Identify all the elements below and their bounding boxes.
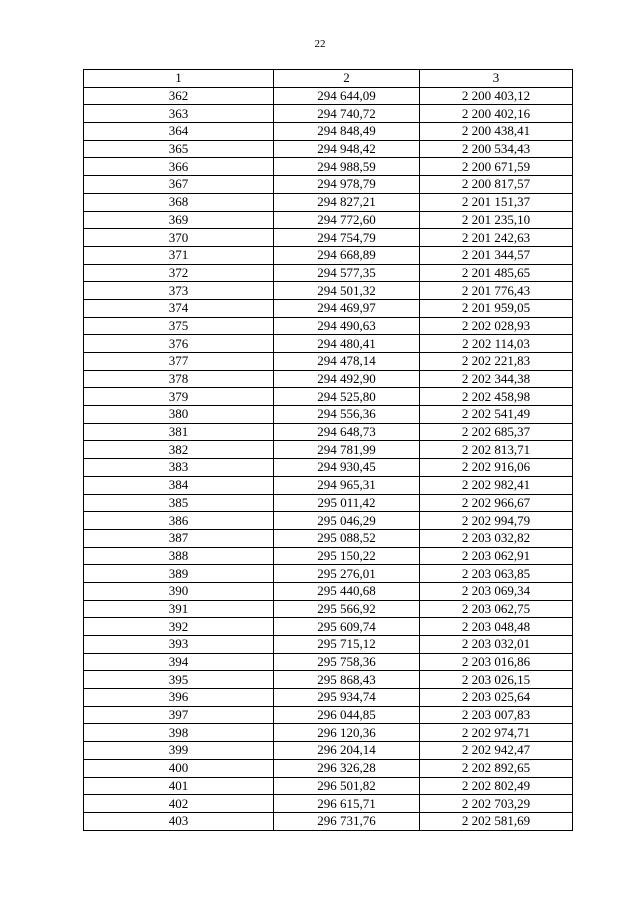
x-coordinate-cell: 294 469,97	[274, 299, 420, 317]
y-coordinate-cell: 2 202 892,65	[420, 759, 573, 777]
x-coordinate-cell: 294 490,63	[274, 317, 420, 335]
point-number-cell: 383	[84, 459, 274, 477]
x-coordinate-cell: 296 326,28	[274, 759, 420, 777]
point-number-cell: 370	[84, 229, 274, 247]
x-coordinate-cell: 294 781,99	[274, 441, 420, 459]
point-number-cell: 366	[84, 158, 274, 176]
x-coordinate-cell: 295 440,68	[274, 582, 420, 600]
x-coordinate-cell: 296 731,76	[274, 812, 420, 830]
x-coordinate-cell: 294 930,45	[274, 459, 420, 477]
y-coordinate-cell: 2 203 069,34	[420, 582, 573, 600]
x-coordinate-cell: 294 965,31	[274, 476, 420, 494]
point-number-cell: 367	[84, 176, 274, 194]
x-coordinate-cell: 295 715,12	[274, 636, 420, 654]
table-row	[84, 87, 573, 105]
table-row	[84, 140, 573, 158]
table-row	[84, 742, 573, 760]
y-coordinate-cell: 2 202 813,71	[420, 441, 573, 459]
coordinates-table	[83, 69, 573, 831]
table-row	[84, 529, 573, 547]
table-row	[84, 653, 573, 671]
table-row	[84, 600, 573, 618]
point-number-cell: 400	[84, 759, 274, 777]
table-row	[84, 547, 573, 565]
y-coordinate-cell: 2 202 802,49	[420, 777, 573, 795]
x-coordinate-cell: 294 740,72	[274, 105, 420, 123]
point-number-cell: 394	[84, 653, 274, 671]
point-number-cell: 399	[84, 742, 274, 760]
x-coordinate-cell: 295 934,74	[274, 689, 420, 707]
y-coordinate-cell: 2 201 344,57	[420, 246, 573, 264]
table-row	[84, 812, 573, 830]
y-coordinate-cell: 2 201 151,37	[420, 193, 573, 211]
table-row	[84, 105, 573, 123]
y-coordinate-cell: 2 203 048,48	[420, 618, 573, 636]
y-coordinate-cell: 2 203 016,86	[420, 653, 573, 671]
point-number-cell: 395	[84, 671, 274, 689]
y-coordinate-cell: 2 202 703,29	[420, 795, 573, 813]
table-row	[84, 264, 573, 282]
y-coordinate-cell: 2 202 685,37	[420, 423, 573, 441]
table-row	[84, 193, 573, 211]
table-row	[84, 512, 573, 530]
column-header: 3	[420, 70, 573, 88]
x-coordinate-cell: 296 615,71	[274, 795, 420, 813]
point-number-cell: 392	[84, 618, 274, 636]
point-number-cell: 384	[84, 476, 274, 494]
point-number-cell: 371	[84, 246, 274, 264]
y-coordinate-cell: 2 202 916,06	[420, 459, 573, 477]
x-coordinate-cell: 294 848,49	[274, 123, 420, 141]
point-number-cell: 389	[84, 565, 274, 583]
table-row	[84, 158, 573, 176]
point-number-cell: 372	[84, 264, 274, 282]
point-number-cell: 381	[84, 423, 274, 441]
table-row	[84, 777, 573, 795]
point-number-cell: 374	[84, 299, 274, 317]
x-coordinate-cell: 294 478,14	[274, 353, 420, 371]
table-row	[84, 299, 573, 317]
y-coordinate-cell: 2 202 581,69	[420, 812, 573, 830]
x-coordinate-cell: 294 827,21	[274, 193, 420, 211]
x-coordinate-cell: 295 758,36	[274, 653, 420, 671]
x-coordinate-cell: 295 088,52	[274, 529, 420, 547]
y-coordinate-cell: 2 201 242,63	[420, 229, 573, 247]
point-number-cell: 391	[84, 600, 274, 618]
y-coordinate-cell: 2 203 062,75	[420, 600, 573, 618]
point-number-cell: 387	[84, 529, 274, 547]
y-coordinate-cell: 2 202 458,98	[420, 388, 573, 406]
x-coordinate-cell: 296 204,14	[274, 742, 420, 760]
x-coordinate-cell: 294 501,32	[274, 282, 420, 300]
point-number-cell: 376	[84, 335, 274, 353]
x-coordinate-cell: 295 046,29	[274, 512, 420, 530]
table-row	[84, 441, 573, 459]
x-coordinate-cell: 294 978,79	[274, 176, 420, 194]
column-header: 1	[84, 70, 274, 88]
y-coordinate-cell: 2 201 235,10	[420, 211, 573, 229]
x-coordinate-cell: 296 501,82	[274, 777, 420, 795]
table-row	[84, 317, 573, 335]
table-row	[84, 795, 573, 813]
table-row	[84, 636, 573, 654]
x-coordinate-cell: 295 868,43	[274, 671, 420, 689]
y-coordinate-cell: 2 200 817,57	[420, 176, 573, 194]
table-row	[84, 476, 573, 494]
point-number-cell: 388	[84, 547, 274, 565]
point-number-cell: 364	[84, 123, 274, 141]
y-coordinate-cell: 2 202 221,83	[420, 353, 573, 371]
table-header-row	[84, 70, 573, 88]
table-row	[84, 406, 573, 424]
x-coordinate-cell: 294 556,36	[274, 406, 420, 424]
table-row	[84, 211, 573, 229]
point-number-cell: 403	[84, 812, 274, 830]
y-coordinate-cell: 2 203 007,83	[420, 706, 573, 724]
x-coordinate-cell: 295 609,74	[274, 618, 420, 636]
table-row	[84, 618, 573, 636]
y-coordinate-cell: 2 202 541,49	[420, 406, 573, 424]
x-coordinate-cell: 295 566,92	[274, 600, 420, 618]
table-row	[84, 423, 573, 441]
point-number-cell: 378	[84, 370, 274, 388]
y-coordinate-cell: 2 203 062,91	[420, 547, 573, 565]
column-header: 2	[274, 70, 420, 88]
x-coordinate-cell: 295 011,42	[274, 494, 420, 512]
point-number-cell: 375	[84, 317, 274, 335]
y-coordinate-cell: 2 202 344,38	[420, 370, 573, 388]
point-number-cell: 380	[84, 406, 274, 424]
table-row	[84, 335, 573, 353]
table-row	[84, 246, 573, 264]
table-row	[84, 689, 573, 707]
point-number-cell: 398	[84, 724, 274, 742]
y-coordinate-cell: 2 200 671,59	[420, 158, 573, 176]
x-coordinate-cell: 296 120,36	[274, 724, 420, 742]
y-coordinate-cell: 2 202 982,41	[420, 476, 573, 494]
x-coordinate-cell: 294 577,35	[274, 264, 420, 282]
table-row	[84, 759, 573, 777]
table-row	[84, 671, 573, 689]
x-coordinate-cell: 295 150,22	[274, 547, 420, 565]
y-coordinate-cell: 2 200 402,16	[420, 105, 573, 123]
y-coordinate-cell: 2 203 026,15	[420, 671, 573, 689]
y-coordinate-cell: 2 201 485,65	[420, 264, 573, 282]
x-coordinate-cell: 294 772,60	[274, 211, 420, 229]
x-coordinate-cell: 296 044,85	[274, 706, 420, 724]
x-coordinate-cell: 294 754,79	[274, 229, 420, 247]
point-number-cell: 369	[84, 211, 274, 229]
y-coordinate-cell: 2 202 028,93	[420, 317, 573, 335]
table-row	[84, 176, 573, 194]
table-row	[84, 706, 573, 724]
point-number-cell: 393	[84, 636, 274, 654]
x-coordinate-cell: 294 948,42	[274, 140, 420, 158]
point-number-cell: 390	[84, 582, 274, 600]
y-coordinate-cell: 2 200 403,12	[420, 87, 573, 105]
table-body	[84, 87, 573, 830]
x-coordinate-cell: 294 668,89	[274, 246, 420, 264]
point-number-cell: 396	[84, 689, 274, 707]
y-coordinate-cell: 2 202 994,79	[420, 512, 573, 530]
table-row	[84, 459, 573, 477]
point-number-cell: 382	[84, 441, 274, 459]
point-number-cell: 363	[84, 105, 274, 123]
y-coordinate-cell: 2 201 776,43	[420, 282, 573, 300]
point-number-cell: 362	[84, 87, 274, 105]
point-number-cell: 397	[84, 706, 274, 724]
point-number-cell: 379	[84, 388, 274, 406]
y-coordinate-cell: 2 202 114,03	[420, 335, 573, 353]
y-coordinate-cell: 2 200 438,41	[420, 123, 573, 141]
point-number-cell: 402	[84, 795, 274, 813]
y-coordinate-cell: 2 202 974,71	[420, 724, 573, 742]
x-coordinate-cell: 294 525,80	[274, 388, 420, 406]
y-coordinate-cell: 2 202 942,47	[420, 742, 573, 760]
point-number-cell: 385	[84, 494, 274, 512]
y-coordinate-cell: 2 203 025,64	[420, 689, 573, 707]
point-number-cell: 373	[84, 282, 274, 300]
y-coordinate-cell: 2 202 966,67	[420, 494, 573, 512]
x-coordinate-cell: 294 988,59	[274, 158, 420, 176]
x-coordinate-cell: 294 644,09	[274, 87, 420, 105]
x-coordinate-cell: 295 276,01	[274, 565, 420, 583]
point-number-cell: 368	[84, 193, 274, 211]
point-number-cell: 377	[84, 353, 274, 371]
page-number: 22	[314, 38, 326, 50]
point-number-cell: 386	[84, 512, 274, 530]
point-number-cell: 401	[84, 777, 274, 795]
y-coordinate-cell: 2 203 032,82	[420, 529, 573, 547]
table-row	[84, 565, 573, 583]
table-row	[84, 370, 573, 388]
table-row	[84, 494, 573, 512]
y-coordinate-cell: 2 201 959,05	[420, 299, 573, 317]
table-row	[84, 282, 573, 300]
y-coordinate-cell: 2 200 534,43	[420, 140, 573, 158]
x-coordinate-cell: 294 492,90	[274, 370, 420, 388]
y-coordinate-cell: 2 203 032,01	[420, 636, 573, 654]
y-coordinate-cell: 2 203 063,85	[420, 565, 573, 583]
table-row	[84, 123, 573, 141]
point-number-cell: 365	[84, 140, 274, 158]
table-row	[84, 724, 573, 742]
x-coordinate-cell: 294 480,41	[274, 335, 420, 353]
table-row	[84, 353, 573, 371]
x-coordinate-cell: 294 648,73	[274, 423, 420, 441]
table-row	[84, 388, 573, 406]
table-row	[84, 582, 573, 600]
table-row	[84, 229, 573, 247]
